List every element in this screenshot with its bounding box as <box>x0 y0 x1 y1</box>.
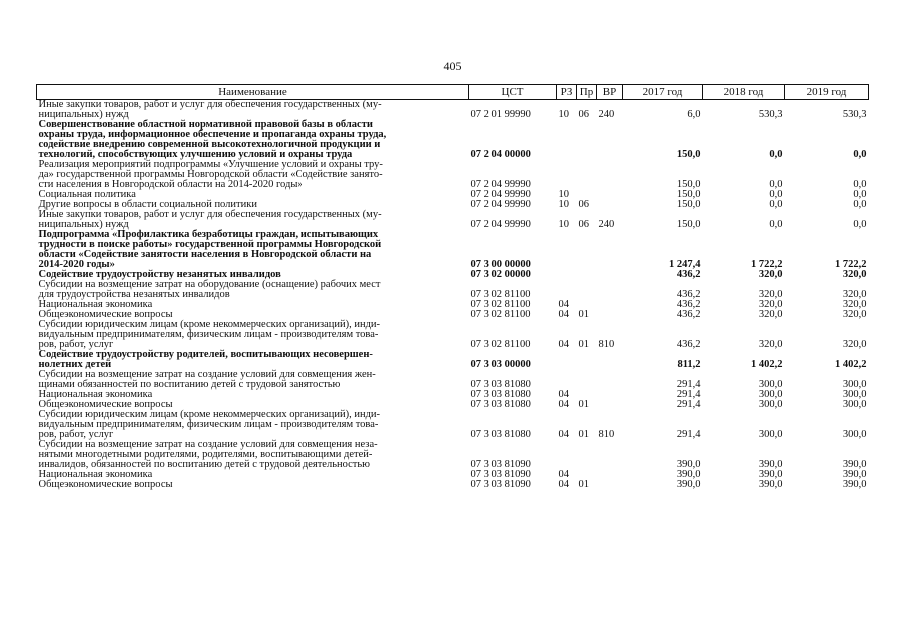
name-cell: Субсидии на возмещение затрат на создание условий для совмещения неза- нятыми многодетными родителями, родителями, воспитывающими детей- инвалидов, обязанностей по воспитанию детей с трудовой деятельностью <box>38 439 378 470</box>
name-cell: Субсидии на возмещение затрат на создание условий для совмещения жен- щинами обязанностей по воспитанию детей с трудовой занятостью <box>38 369 376 390</box>
vr-cell <box>597 370 623 390</box>
value-2019-cell: 390,0 <box>842 459 867 470</box>
pr-cell: 01 <box>578 429 589 440</box>
pr-cell: 01 <box>578 479 589 490</box>
value-2018-cell: 320,0 <box>758 289 783 300</box>
vr-cell <box>597 190 623 200</box>
value-2018-cell: 300,0 <box>758 429 783 440</box>
pr-cell: 06 <box>578 109 589 120</box>
rz-cell: 04 <box>558 339 569 350</box>
cst-cell: 07 3 03 00000 <box>470 359 531 370</box>
value-2017-cell: 150,0 <box>676 219 701 230</box>
value-2019-cell: 320,0 <box>842 339 867 350</box>
header-rz: РЗ <box>557 85 577 100</box>
value-2018-cell: 300,0 <box>758 389 783 400</box>
rz-cell: 04 <box>558 429 569 440</box>
table-row <box>37 370 869 390</box>
vr-cell <box>597 400 623 410</box>
pr-cell <box>577 350 597 370</box>
rz-cell: 04 <box>558 299 569 310</box>
table-row <box>37 280 869 300</box>
value-2019-cell: 390,0 <box>842 469 867 480</box>
vr-cell <box>597 230 623 270</box>
value-2017-cell: 150,0 <box>676 179 701 190</box>
rz-cell: 04 <box>558 399 569 410</box>
vr-cell <box>597 480 623 490</box>
rz-cell <box>557 230 577 270</box>
value-2018-cell: 0,0 <box>769 189 783 200</box>
value-2018-cell: 320,0 <box>758 299 783 310</box>
pr-cell <box>577 270 597 280</box>
cst-cell: 07 2 04 00000 <box>470 149 531 160</box>
pr-cell <box>577 440 597 470</box>
cst-cell: 07 3 02 81100 <box>470 309 531 320</box>
value-2017-cell: 150,0 <box>676 199 701 210</box>
value-2017-cell: 436,2 <box>676 269 701 280</box>
table-row <box>37 230 869 270</box>
name-cell: Общеэкономические вопросы <box>38 309 173 320</box>
name-cell: Совершенствование областной нормативной правовой базы в области охраны труда, информационное обеспечение и пропаганда охраны труда, содействие внедрению современной высокотехнологичной продукции и технологий, способствующих улучшению условий и охраны труда <box>38 119 387 160</box>
rz-cell <box>557 440 577 470</box>
value-2018-cell: 300,0 <box>758 399 783 410</box>
vr-cell <box>597 300 623 310</box>
cst-cell: 07 3 02 00000 <box>470 269 531 280</box>
rz-cell: 04 <box>558 389 569 400</box>
value-2017-cell: 1 247,4 <box>669 259 701 270</box>
cst-cell: 07 3 02 81100 <box>470 299 531 310</box>
rz-cell <box>557 370 577 390</box>
value-2019-cell: 300,0 <box>842 379 867 390</box>
table-row <box>37 440 869 470</box>
value-2017-cell: 150,0 <box>676 189 701 200</box>
rz-cell: 04 <box>558 309 569 320</box>
value-2017-cell: 811,2 <box>677 359 701 370</box>
header-2017: 2017 год <box>623 85 703 100</box>
value-2019-cell: 320,0 <box>842 299 867 310</box>
value-2019-cell: 320,0 <box>842 289 867 300</box>
cst-cell: 07 3 03 81090 <box>470 459 531 470</box>
pr-cell: 01 <box>578 309 589 320</box>
vr-cell <box>597 440 623 470</box>
pr-cell <box>577 280 597 300</box>
value-2017-cell: 291,4 <box>676 429 701 440</box>
header-name: Наименование <box>37 85 469 100</box>
cst-cell: 07 2 04 99990 <box>470 189 531 200</box>
value-2019-cell: 0,0 <box>853 179 867 190</box>
name-cell: Реализация мероприятий подпрограммы «Улучшение условий и охраны тру- да» государственной программы Новгородской области «Содействие занято- сти населения в Новгородской области на 2014-2020 годы» <box>38 159 383 190</box>
cst-cell: 07 3 02 81100 <box>470 339 531 350</box>
value-2017-cell: 291,4 <box>676 399 701 410</box>
name-cell: Общеэкономические вопросы <box>38 399 173 410</box>
value-2018-cell: 320,0 <box>758 309 783 320</box>
cst-cell: 07 3 03 81090 <box>470 479 531 490</box>
name-cell: Другие вопросы в области социальной политики <box>38 199 257 210</box>
name-cell: Социальная политика <box>38 189 136 200</box>
value-2018-cell: 390,0 <box>758 479 783 490</box>
value-2018-cell: 300,0 <box>758 379 783 390</box>
value-2019-cell: 0,0 <box>853 219 867 230</box>
vr-cell <box>597 280 623 300</box>
cst-cell: 07 2 01 99990 <box>470 109 531 120</box>
table-row <box>37 320 869 350</box>
value-2018-cell: 530,3 <box>758 109 783 120</box>
rz-cell <box>557 280 577 300</box>
value-2019-cell: 1 722,2 <box>835 259 867 270</box>
header-pr: Пр <box>577 85 597 100</box>
vr-cell <box>597 160 623 190</box>
vr-cell: 240 <box>598 109 615 120</box>
header-2019: 2019 год <box>785 85 869 100</box>
header-cst: ЦСТ <box>469 85 557 100</box>
value-2017-cell: 291,4 <box>676 379 701 390</box>
cst-cell: 07 2 04 99990 <box>470 199 531 210</box>
value-2017-cell: 436,2 <box>676 339 701 350</box>
rz-cell <box>557 270 577 280</box>
rz-cell: 04 <box>558 469 569 480</box>
cst-cell: 07 2 04 99990 <box>470 219 531 230</box>
pr-cell <box>577 160 597 190</box>
pr-cell: 06 <box>578 219 589 230</box>
value-2019-cell: 0,0 <box>853 199 867 210</box>
value-2019-cell: 390,0 <box>842 479 867 490</box>
value-2018-cell: 390,0 <box>758 459 783 470</box>
table-row <box>37 160 869 190</box>
vr-cell: 240 <box>598 219 615 230</box>
pr-cell: 01 <box>578 339 589 350</box>
value-2018-cell: 0,0 <box>769 149 783 160</box>
rz-cell: 10 <box>558 219 569 230</box>
name-cell: Субсидии на возмещение затрат на оборудование (оснащение) рабочих мест для трудоустройства незанятых инвалидов <box>38 279 381 300</box>
header-vr: ВР <box>597 85 623 100</box>
value-2019-cell: 300,0 <box>842 389 867 400</box>
value-2019-cell: 0,0 <box>853 189 867 200</box>
vr-cell <box>597 120 623 160</box>
table-header-row <box>37 85 869 100</box>
pr-cell: 06 <box>578 199 589 210</box>
vr-cell: 810 <box>598 339 615 350</box>
value-2017-cell: 6,0 <box>687 109 701 120</box>
vr-cell <box>597 390 623 400</box>
budget-table <box>36 84 869 490</box>
rz-cell: 10 <box>558 199 569 210</box>
vr-cell: 810 <box>598 429 615 440</box>
vr-cell <box>597 310 623 320</box>
vr-cell <box>597 270 623 280</box>
value-2017-cell: 390,0 <box>676 469 701 480</box>
value-2018-cell: 1 402,2 <box>751 359 783 370</box>
page-number: 405 <box>443 59 462 73</box>
rz-cell <box>557 350 577 370</box>
name-cell: Иные закупки товаров, работ и услуг для обеспечения государственных (му- ниципальных) нужд <box>38 209 382 230</box>
name-cell: Содействие трудоустройству родителей, воспитывающих несовершен- нолетних детей <box>38 349 373 370</box>
cst-cell: 07 3 03 81090 <box>470 469 531 480</box>
vr-cell <box>597 200 623 210</box>
cst-cell: 07 2 04 99990 <box>470 179 531 190</box>
header-2018: 2018 год <box>703 85 785 100</box>
value-2017-cell: 436,2 <box>676 289 701 300</box>
value-2018-cell: 0,0 <box>769 219 783 230</box>
name-cell: Национальная экономика <box>38 469 153 480</box>
rz-cell <box>557 160 577 190</box>
cst-cell: 07 3 00 00000 <box>470 259 531 270</box>
cst-cell: 07 3 03 81080 <box>470 379 531 390</box>
value-2018-cell: 320,0 <box>758 269 783 280</box>
cst-cell: 07 3 03 81080 <box>470 389 531 400</box>
name-cell: Иные закупки товаров, работ и услуг для обеспечения государственных (му- ниципальных) нужд <box>38 99 382 120</box>
vr-cell <box>597 350 623 370</box>
pr-cell <box>577 230 597 270</box>
table-row <box>37 480 869 490</box>
value-2018-cell: 0,0 <box>769 199 783 210</box>
value-2019-cell: 300,0 <box>842 429 867 440</box>
value-2019-cell: 320,0 <box>842 269 867 280</box>
value-2019-cell: 320,0 <box>842 309 867 320</box>
cst-cell: 07 3 02 81100 <box>470 289 531 300</box>
value-2019-cell: 530,3 <box>842 109 867 120</box>
table-row <box>37 210 869 230</box>
value-2017-cell: 436,2 <box>676 299 701 310</box>
table-row <box>37 350 869 370</box>
name-cell: Субсидии юридическим лицам (кроме некоммерческих организаций), инди- видуальным предпринимателям, физическим лицам - производителям това- ров, работ, услуг <box>38 409 381 440</box>
rz-cell: 04 <box>558 479 569 490</box>
name-cell: Общеэкономические вопросы <box>38 479 173 490</box>
rz-cell: 10 <box>558 189 569 200</box>
value-2017-cell: 390,0 <box>676 479 701 490</box>
value-2018-cell: 1 722,2 <box>751 259 783 270</box>
name-cell: Национальная экономика <box>38 299 153 310</box>
name-cell: Подпрограмма «Профилактика безработицы граждан, испытывающих трудности в поиске работы» государственной программы Новгородской области «Содействие занятости населения в Новгородской области на 2014-2020 годы» <box>38 229 382 270</box>
pr-cell <box>577 370 597 390</box>
value-2017-cell: 390,0 <box>676 459 701 470</box>
name-cell: Национальная экономика <box>38 389 153 400</box>
value-2019-cell: 300,0 <box>842 399 867 410</box>
table-body <box>37 100 869 491</box>
name-cell: Содействие трудоустройству незанятых инвалидов <box>38 269 281 280</box>
table-row <box>37 410 869 440</box>
pr-cell: 01 <box>578 399 589 410</box>
cst-cell: 07 3 03 81080 <box>470 399 531 410</box>
name-cell: Субсидии юридическим лицам (кроме некоммерческих организаций), инди- видуальным предпринимателям, физическим лицам - производителям това- ров, работ, услуг <box>38 319 381 350</box>
value-2018-cell: 0,0 <box>769 179 783 190</box>
rz-cell: 10 <box>558 109 569 120</box>
value-2017-cell: 150,0 <box>676 149 701 160</box>
pr-cell <box>577 120 597 160</box>
cst-cell: 07 3 03 81080 <box>470 429 531 440</box>
value-2019-cell: 0,0 <box>853 149 867 160</box>
vr-cell <box>597 470 623 480</box>
rz-cell <box>557 120 577 160</box>
table-row <box>37 100 869 121</box>
value-2017-cell: 291,4 <box>676 389 701 400</box>
value-2017-cell: 436,2 <box>676 309 701 320</box>
value-2019-cell: 1 402,2 <box>835 359 867 370</box>
table-row <box>37 120 869 160</box>
value-2018-cell: 390,0 <box>758 469 783 480</box>
value-2018-cell: 320,0 <box>758 339 783 350</box>
